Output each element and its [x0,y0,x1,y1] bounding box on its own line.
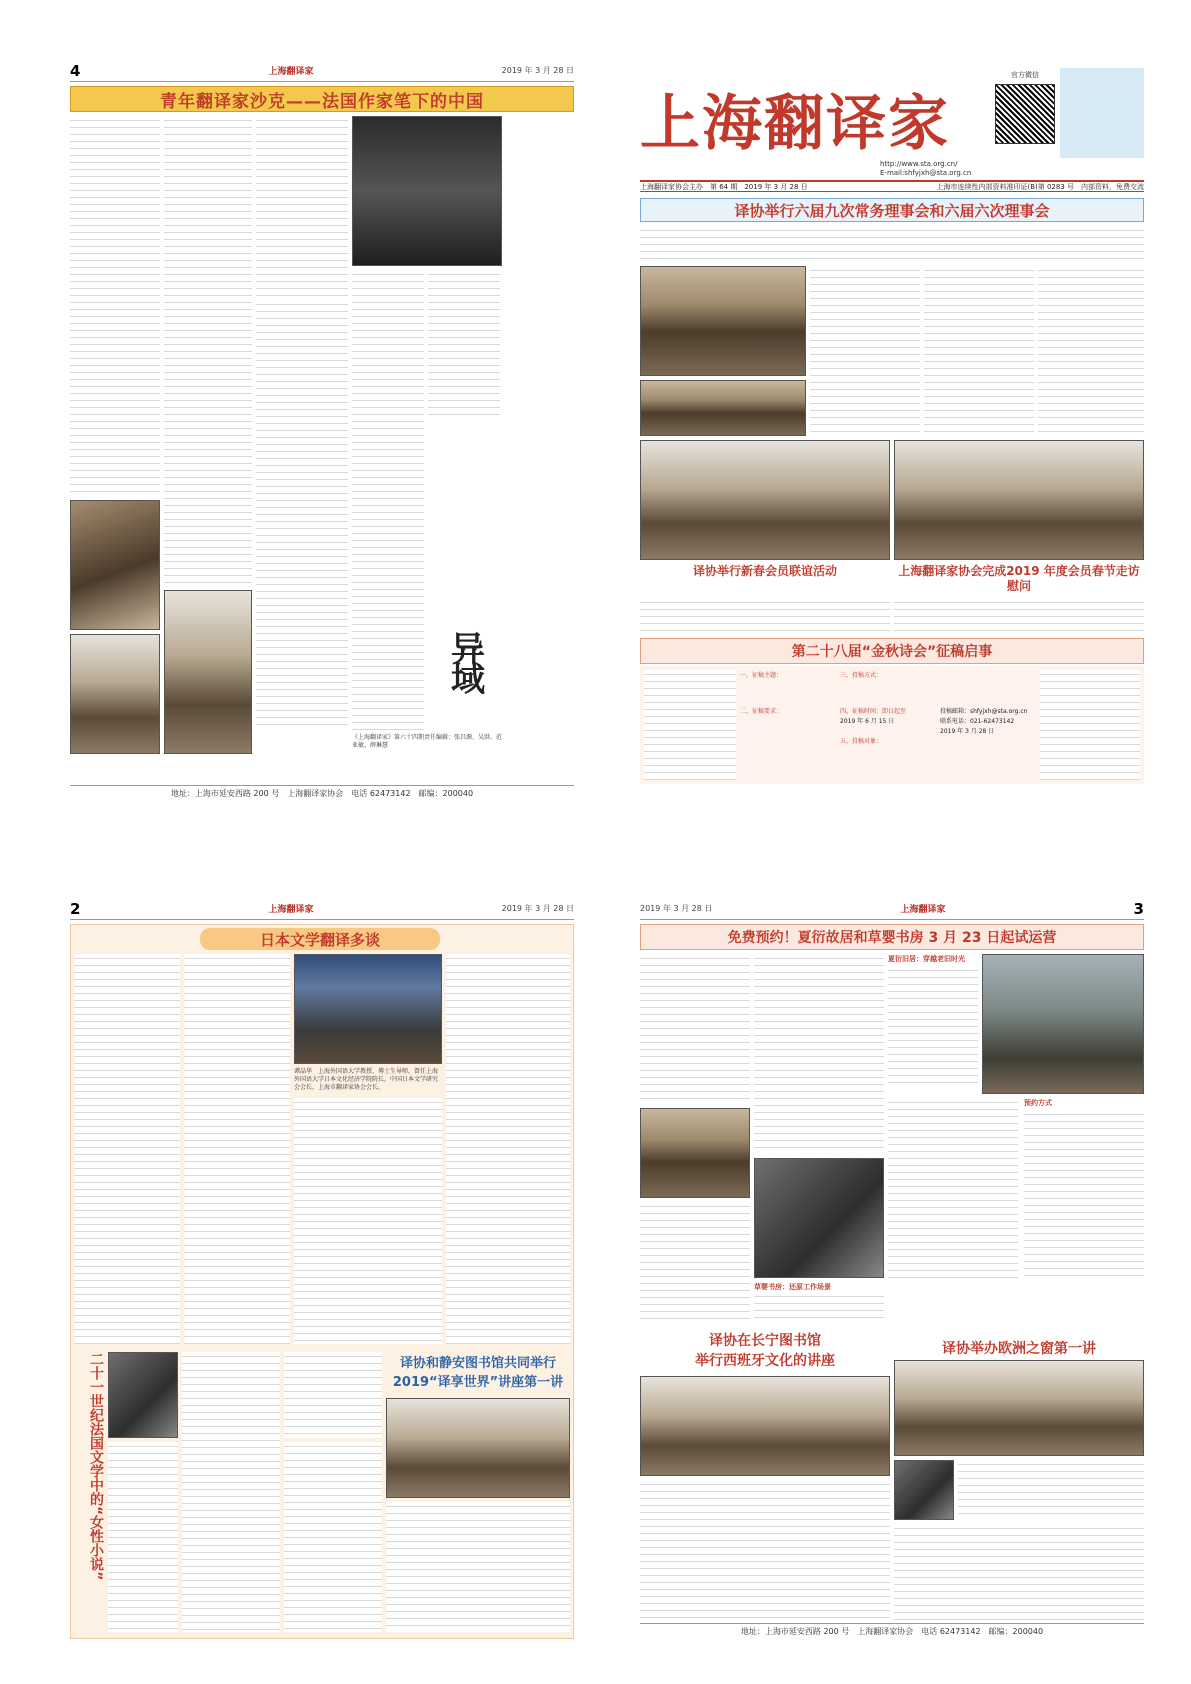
article-text-column [754,954,884,1154]
contest-sub-1: 一、征稿主题： [740,672,783,679]
photo-reading [164,590,252,754]
website: http://www.sta.org.cn/ [880,160,958,168]
article-text-column [754,1292,884,1322]
article-text-column [958,1460,1144,1520]
paper-logo: 上海翻译家 [900,905,946,915]
photo-europe-lecture [894,1360,1144,1456]
issue-date: 2019 年 3 月 28 日 [501,904,574,913]
article-text-column [108,1442,178,1632]
contest-body [640,666,1144,784]
sub-text-left [640,598,890,634]
article-text-column [284,1442,382,1632]
contest-sub-3: 三、投稿方式： [840,672,883,679]
article-text-column [256,116,348,296]
page-header [640,898,1144,920]
photo-portrait [754,1158,884,1278]
photo-visit [894,440,1144,560]
article-text-column [70,116,160,496]
issue-bar [640,180,1144,192]
photo-lecture [294,954,442,1064]
photo-library-lecture [386,1398,570,1498]
contest-col [1040,670,1140,780]
lead-text [924,266,1034,436]
photo-meeting-2 [640,380,806,436]
email: E-mail:shfyjxh@sta.org.cn [880,169,972,177]
decorative-corner [1060,68,1144,158]
paper-logo: 上海翻译家 [268,67,314,77]
issue-date: 2019 年 3 月 28 日 [501,66,574,75]
article-text-column [640,1202,750,1322]
contest-col [644,670,736,780]
box-title-3: 预约方式 [1024,1099,1052,1107]
issue-date: 2019 年 3 月 28 日 [640,904,713,913]
photo-caption: 谭晶华 上海外国语大学教授、博士生导师，曾任上海外国语大学日本文化经济学院院长，中国日本文学研究会会长，上海市翻译家协会会长。 [294,1068,439,1091]
page-number: 2 [70,899,81,918]
page-3 [640,898,1144,1639]
sub-headline-right: 译协举办欧洲之窗第一讲 [942,1341,1096,1357]
contest-mail: 投稿邮箱：shfyjxh@sta.org.cn [940,708,1028,715]
contest-sub-5: 五、投稿对象： [840,738,883,745]
article-text-column [256,300,348,730]
paper-logo: 上海翻译家 [268,905,314,915]
article-text-column [284,1352,382,1438]
article-text-column [386,1502,570,1632]
article-text-column [294,1098,442,1344]
sub-headline-right: 上海翻译家协会完成2019 年度会员春节走访慰问 [898,564,1140,593]
license-line: 上海市连续性内部资料准印证(B)第 0283 号 内部资料，免费交流 [936,182,1144,191]
sub-headline-left-2: 举行西班牙文化的讲座 [695,1353,835,1369]
article-text-column [164,116,252,586]
article-text-column [446,954,570,1344]
photo-lecturer [894,1460,954,1520]
contest-headline: 第二十八届“金秋诗会”征稿启事 [640,638,1144,664]
article-headline: 免费预约！夏衍故居和草婴书房 3 月 23 日起试运营 [640,924,1144,950]
page-header [70,60,574,82]
lead-text [810,266,920,436]
article-text-column [352,270,424,730]
page-4 [70,60,574,801]
page-footer: 地址：上海市延安西路 200 号 上海翻译家协会 电话 62473142 邮编：200040 [640,1623,1144,1639]
photo-meeting-1 [640,266,806,376]
sub-headline-1: 译协和静安图书馆共同举行 [399,1356,556,1371]
contest-sub-4: 四、征稿时间：即日起至 [840,708,907,715]
article-headline: 日本文学翻译多谈 [200,928,440,950]
article-text-column [428,270,500,420]
article-text-column [74,954,180,1344]
masthead [640,74,970,164]
wechat-label: 官方微信 [1011,71,1039,79]
photo-residence [982,954,1144,1094]
sub-headline-2: 2019“译享世界”讲座第一讲 [392,1375,564,1390]
vertical-title: 二十一世纪法国文学中的“女性小说” [88,1352,104,1581]
box-title-2: 草婴书房：还原工作场景 [754,1283,831,1291]
contest-sub-2: 二、征稿要求： [740,708,783,715]
article-text-column [888,966,978,1086]
article-text-column [1024,1110,1144,1280]
article-text-column [640,1480,890,1620]
masthead-title: 上海翻译家 [640,89,950,159]
book-title: 异域 [444,631,485,691]
lead-headline: 译协举行六届九次常务理事会和六届六次理事会 [640,198,1144,222]
sub-headline-left: 译协举行新春会员联谊活动 [692,564,837,578]
photo-audience [70,634,160,754]
qr-code-icon [995,84,1055,144]
photo-speaker [352,116,502,266]
editor-credit: 《上海翻译家》第六十四期责任编辑：张昌源、吴洪、范亚敏、薛琳慧 [352,734,503,749]
article-text-column [184,954,290,1344]
page-1 [640,60,1144,801]
photo-author [108,1352,178,1438]
sub-headline-box [386,1352,570,1396]
photo-bookstore [70,500,160,630]
article-text-column [640,954,750,1104]
article-text-column [894,1524,1144,1620]
page-number: 4 [70,61,81,80]
sub-headline-left-1: 译协在长宁图书馆 [709,1333,821,1349]
page-footer: 地址：上海市延安西路 200 号 上海翻译家协会 电话 62473142 邮编：200040 [70,785,574,801]
contest-date: 2019 年 3 月 28 日 [940,728,995,735]
photo-new-year [640,440,890,560]
lead-text [1038,266,1144,436]
sub-headline-left-box [640,1330,890,1374]
box-title-1: 夏衍旧居：穿越老旧时光 [888,955,965,963]
page-number: 3 [1133,899,1144,918]
contest-phone: 联系电话：021-62473142 [940,718,1015,725]
contest-deadline: 2019 年 6 月 15 日 [840,718,895,725]
sub-text-right [894,598,1144,634]
issue-line: 上海翻译家协会主办 第 64 期 2019 年 3 月 28 日 [640,182,808,191]
page-2 [70,898,574,1639]
book-cover-graphic [428,620,502,702]
photo-spanish-lecture [640,1376,890,1476]
page-header [70,898,574,920]
lead-text [640,226,1144,262]
article-headline: 青年翻译家沙克——法国作家笔下的中国 [70,86,574,112]
article-text-column [182,1352,280,1632]
article-text-column [888,1098,1018,1278]
photo-study [640,1108,750,1198]
